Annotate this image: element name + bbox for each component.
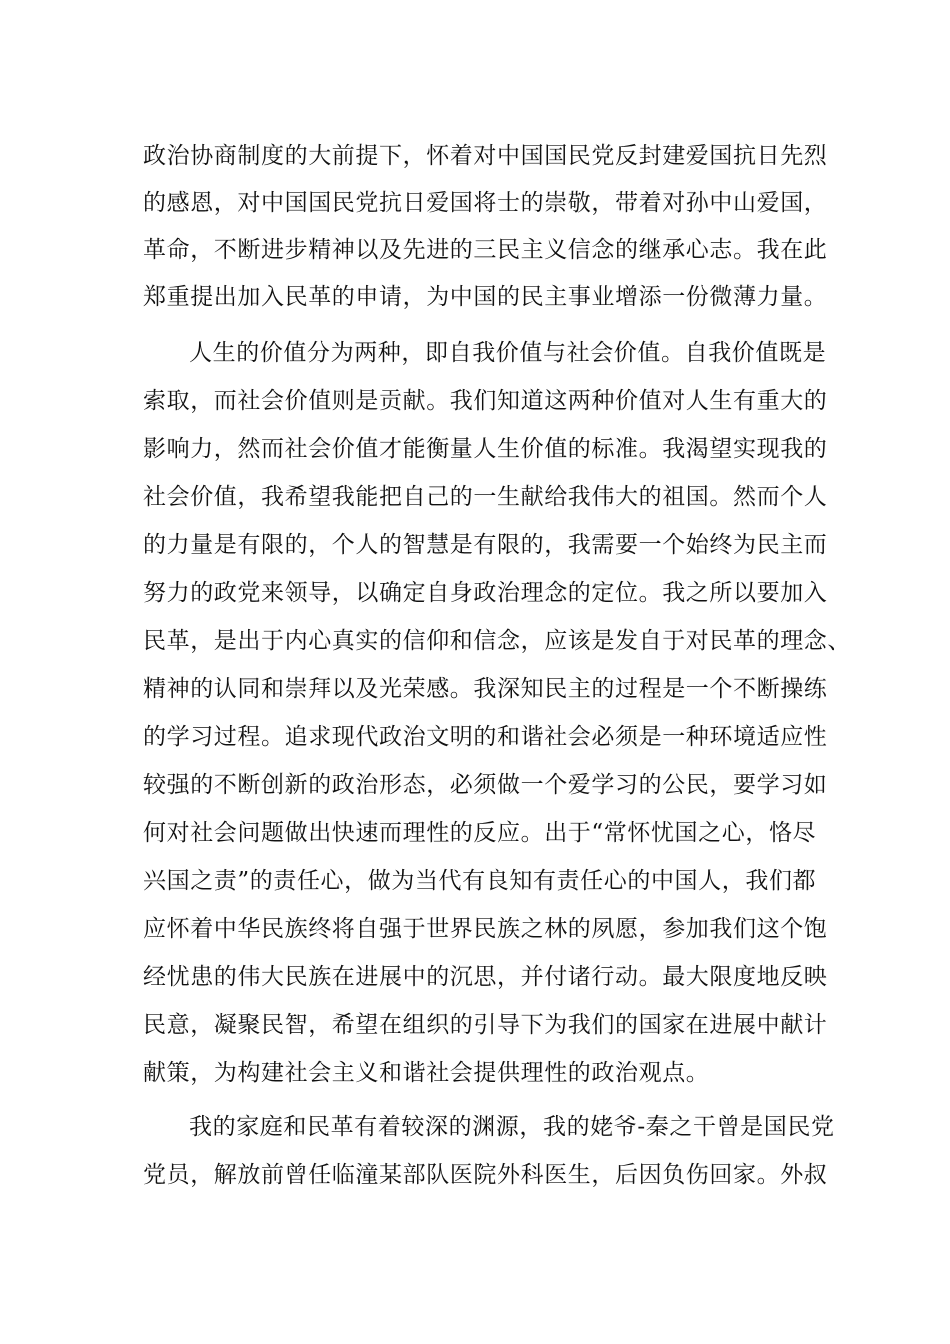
text-line: 索取，而社会价值则是贡献。我们知道这两种价值对人生有重大的 [143, 388, 828, 414]
text-line: 影响力，然而社会价值才能衡量人生价值的标准。我渴望实现我的 [143, 436, 828, 462]
paragraph-start-line: 我的家庭和民革有着较深的渊源，我的姥爷-秦之干曾是国民党 [189, 1114, 835, 1140]
text-line: 民意，凝聚民智，希望在组织的引导下为我们的国家在进展中献计 [143, 1012, 828, 1038]
text-line: 兴国之责”的责任心，做为当代有良知有责任心的中国人，我们都 [143, 868, 817, 894]
text-line: 政治协商制度的大前提下，怀着对中国国民党反封建爱国抗日先烈 [143, 143, 828, 169]
text-line: 社会价值，我希望我能把自己的一生献给我伟大的祖国。然而个人 [143, 484, 828, 510]
text-line: 的感恩，对中国国民党抗日爱国将士的崇敬，带着对孙中山爱国， [143, 190, 828, 216]
text-line: 郑重提出加入民革的申请，为中国的民主事业增添一份微薄力量。 [143, 284, 828, 310]
text-line: 的学习过程。追求现代政治文明的和谐社会必须是一种环境适应性 [143, 724, 828, 750]
paragraph-start-line: 人生的价值分为两种，即自我价值与社会价值。自我价值既是 [189, 340, 827, 366]
text-line: 努力的政党来领导，以确定自身政治理念的定位。我之所以要加入 [143, 580, 828, 606]
text-line: 党员，解放前曾任临潼某部队医院外科医生，后因负伤回家。外叔 [143, 1162, 828, 1188]
text-line: 献策，为构建社会主义和谐社会提供理性的政治观点。 [143, 1060, 710, 1086]
text-line: 的力量是有限的，个人的智慧是有限的，我需要一个始终为民主而 [143, 532, 828, 558]
text-line: 较强的不断创新的政治形态，必须做一个爱学习的公民，要学习如 [143, 772, 828, 798]
text-line: 精神的认同和崇拜以及光荣感。我深知民主的过程是一个不断操练 [143, 676, 828, 702]
text-line: 何对社会问题做出快速而理性的反应。出于“常怀忧国之心，恪尽 [143, 820, 817, 846]
text-line: 经忧患的伟大民族在进展中的沉思，并付诸行动。最大限度地反映 [143, 964, 828, 990]
text-line: 应怀着中华民族终将自强于世界民族之林的夙愿，参加我们这个饱 [143, 916, 828, 942]
text-line: 革命，不断进步精神以及先进的三民主义信念的继承心志。我在此 [143, 237, 828, 263]
text-line: 民革，是出于内心真实的信仰和信念，应该是发自于对民革的理念、 [143, 628, 851, 654]
